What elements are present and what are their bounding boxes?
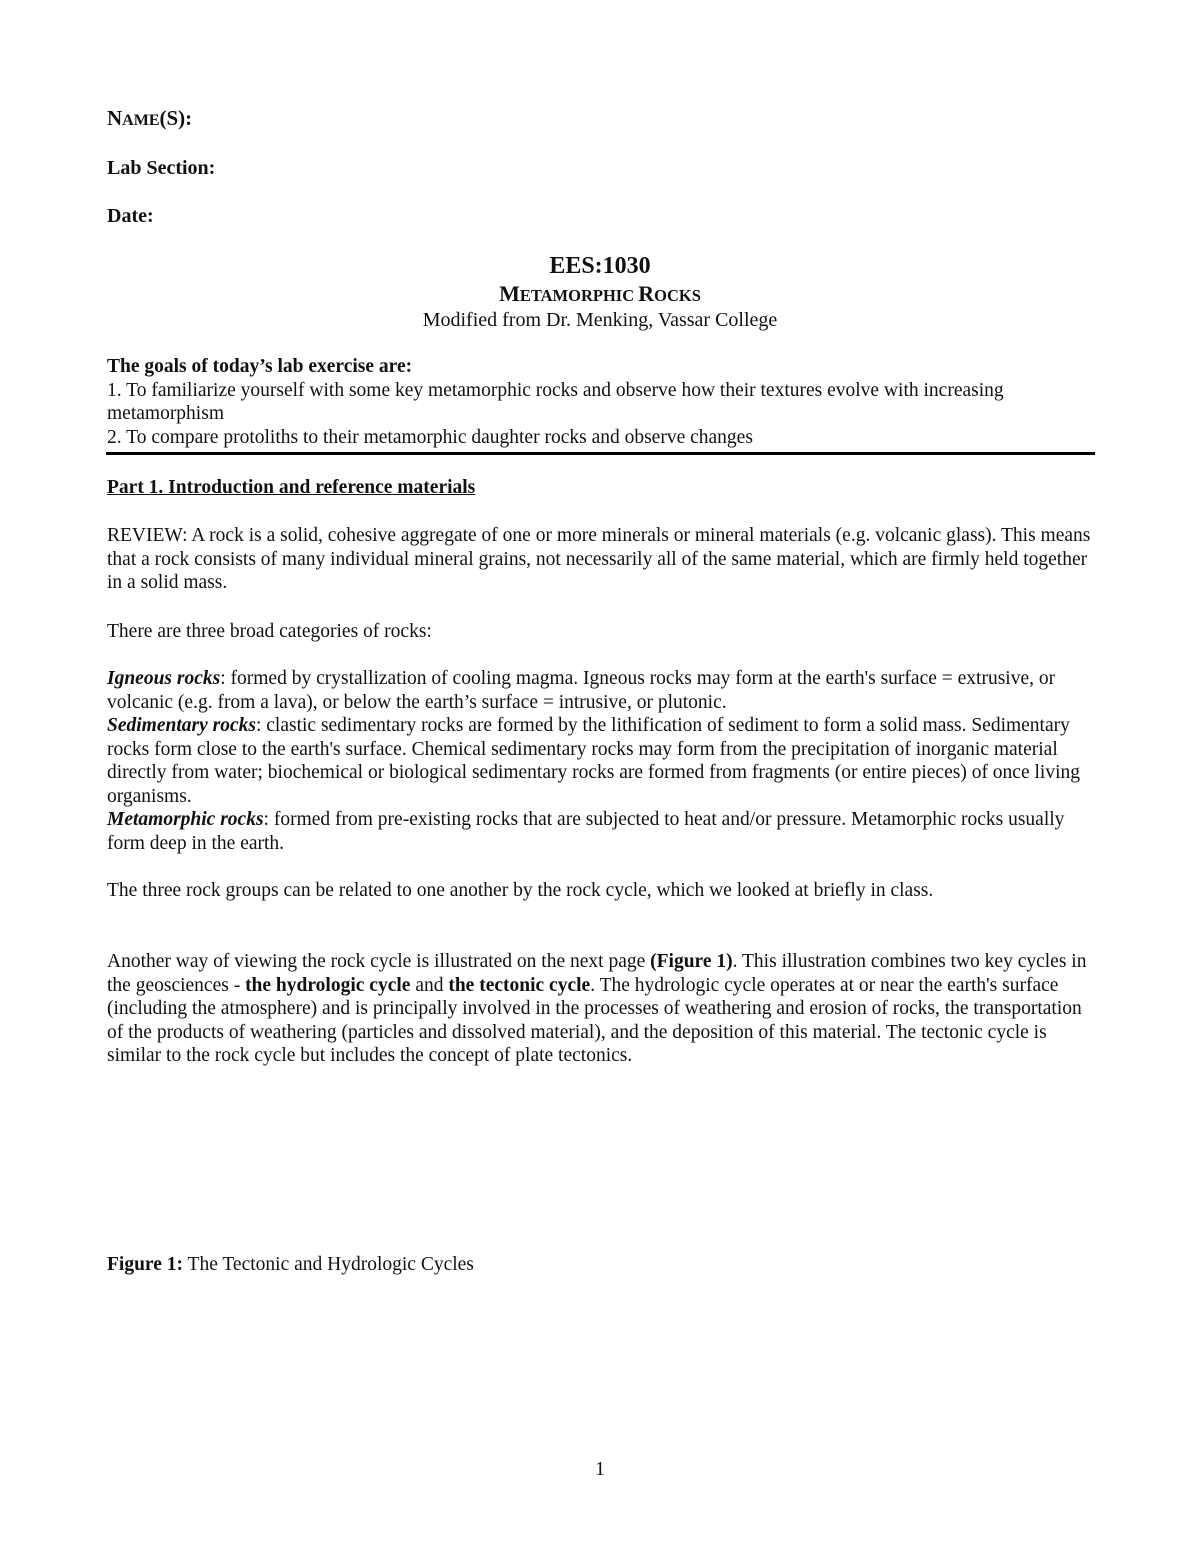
lab-section-label: Lab Section:: [107, 157, 216, 179]
section-divider: [106, 452, 1095, 455]
goals-section: [107, 355, 1097, 449]
figure-reference: (Figure 1): [650, 951, 733, 972]
date-label: Date:: [107, 205, 154, 227]
goals-heading: The goals of today’s lab exercise are:: [107, 356, 413, 377]
part1-heading: Part 1. Introduction and reference materials: [107, 477, 476, 498]
sedimentary-paragraph: Sedimentary rocks: clastic sedimentary rocks are formed by the lithification of sediment to form a solid mass. Sedimentary rocks form close to the earth's surface. Chemical sedimentary rocks may form from the precipitation of inorganic material directly from water; biochemical or biological sedimentary rocks are formed from fragments (or entire pieces) of once living organisms.: [107, 715, 1081, 807]
categories-intro: There are three broad categories of rocks:: [107, 621, 432, 642]
review-paragraph: REVIEW: A rock is a solid, cohesive aggregate of one or more minerals or mineral materials (e.g. volcanic glass). This means that a rock consists of many individual mineral grains, not necessarily all of the same material, which are firmly held together in a solid mass.: [107, 525, 1091, 593]
rock-categories: [107, 667, 1097, 855]
lab-title: METAMORPHIC ROCKS: [499, 281, 701, 306]
metamorphic-term: Metamorphic rocks: [107, 809, 264, 830]
goal-item-2: 2. To compare protoliths to their metamorphic daughter rocks and observe changes: [107, 426, 753, 448]
credit-line: Modified from Dr. Menking, Vassar College: [422, 309, 778, 331]
igneous-paragraph: Igneous rocks: formed by crystallization of cooling magma. Igneous rocks may form at the earth's surface = extrusive, or volcanic (e.g. from a lava), or below the earth’s surface = intrusive, or plutonic.: [107, 668, 1056, 713]
tectonic-cycle-term: the tectonic cycle: [448, 974, 591, 996]
hydrologic-cycle-term: the hydrologic cycle: [245, 974, 411, 996]
figure-label: Figure 1:: [107, 1254, 184, 1275]
igneous-term: Igneous rocks: [107, 668, 221, 689]
another-way-paragraph: Another way of viewing the rock cycle is illustrated on the next page (Figure 1). This illustration combines two key cycles in the geosciences - the hydrologic cycle and the tectonic cycle. The hydrologic cycle operates at or near the earth's surface (including the atmosphere) and is principally involved in the processes of weathering and erosion of rocks, the transportation of the products of weathering (particles and dissolved material), and the deposition of this material. The tectonic cycle is similar to the rock cycle but includes the concept of plate tectonics.: [107, 951, 1087, 1066]
course-title: EES:1030: [549, 253, 651, 279]
name-label: NAME(S):: [107, 106, 193, 130]
goal-item-1: 1. To familiarize yourself with some key metamorphic rocks and observe how their textures evolve with increasing metamorphism: [107, 379, 1004, 424]
sedimentary-term: Sedimentary rocks: [107, 715, 256, 736]
rock-cycle-paragraph: The three rock groups can be related to one another by the rock cycle, which we looked at briefly in class.: [107, 880, 934, 901]
metamorphic-paragraph: Metamorphic rocks: formed from pre-existing rocks that are subjected to heat and/or pressure. Metamorphic rocks usually form deep in the earth.: [107, 809, 1065, 854]
page-number: 1: [595, 1458, 605, 1480]
figure-caption: Figure 1: The Tectonic and Hydrologic Cycles: [107, 1254, 474, 1275]
